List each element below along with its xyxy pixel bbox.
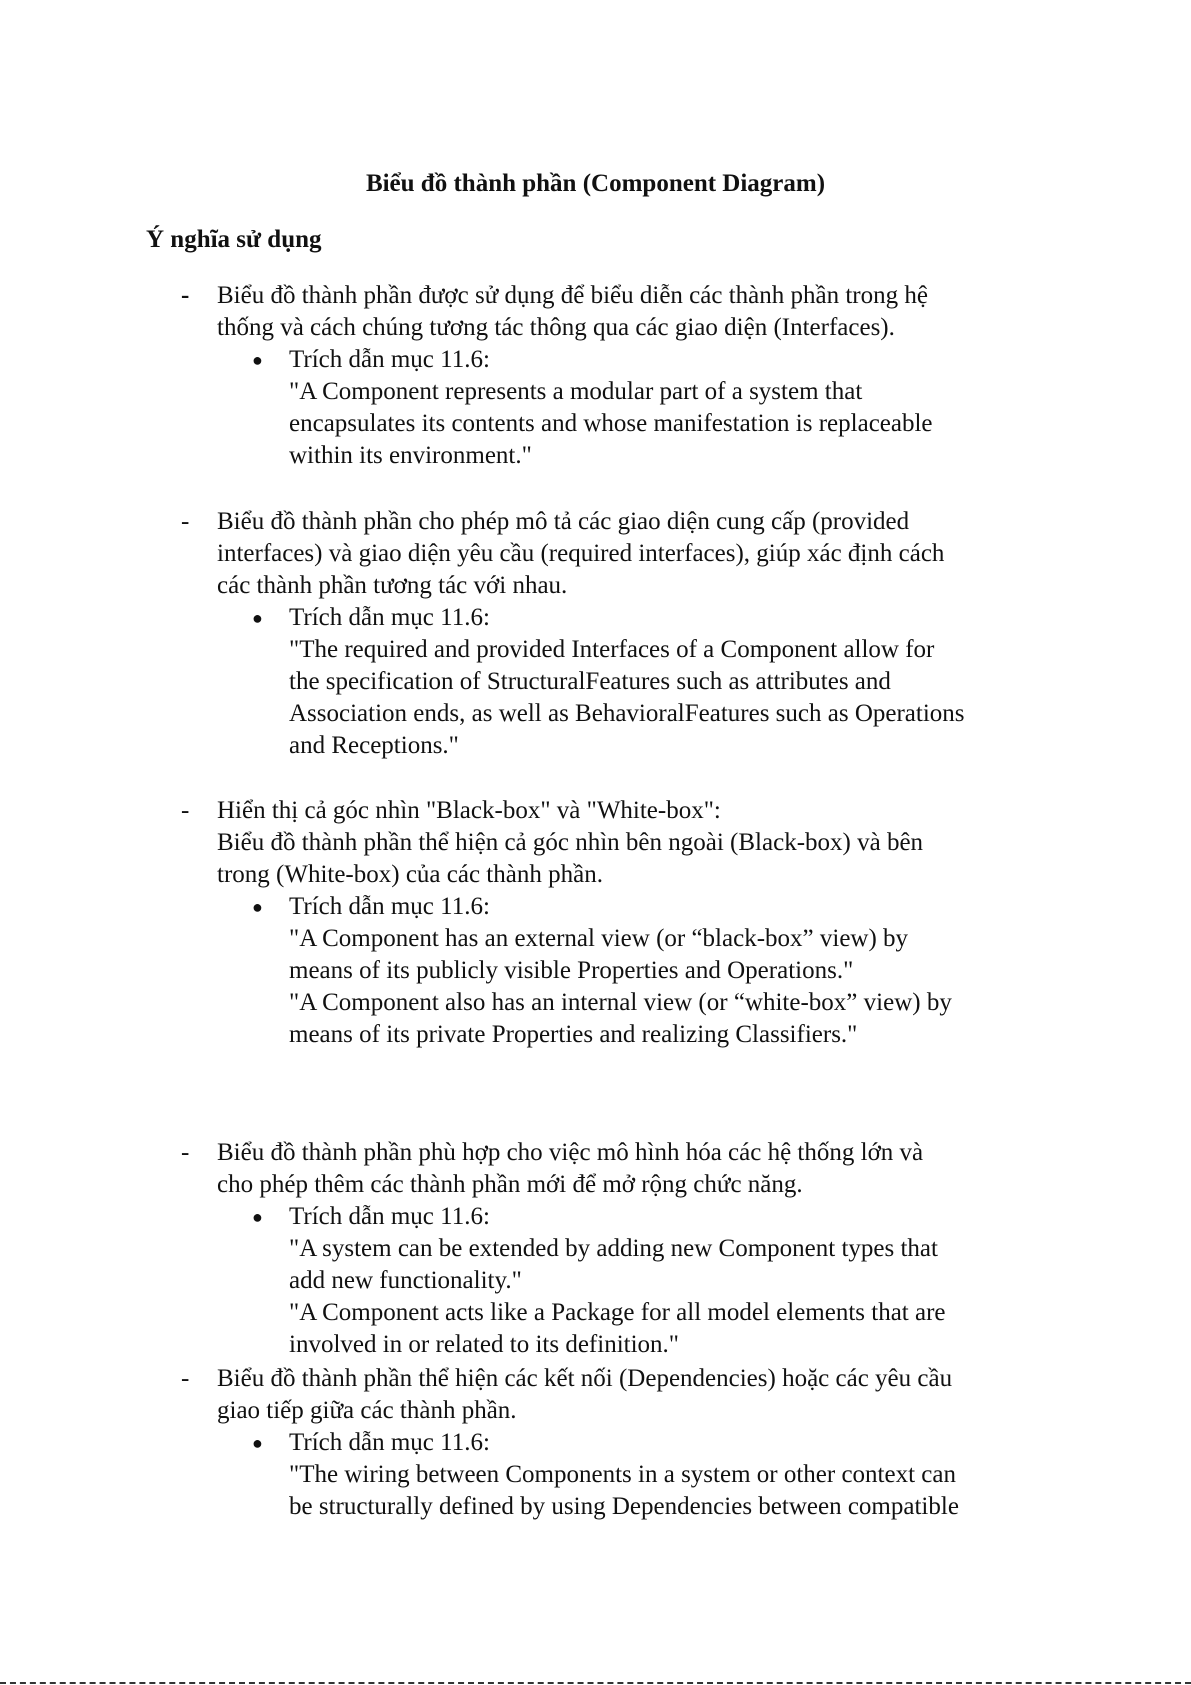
quote-line: "A system can be extended by adding new Component types that [289,1235,938,1262]
item-text-line: giao tiếp giữa các thành phần. [217,1397,517,1424]
quote-block [289,634,1069,762]
dash-marker: - [181,508,190,535]
citation-label: Trích dẫn mục 11.6: [289,604,490,631]
quote-line: the specification of StructuralFeatures such as attributes and [289,668,891,695]
item-text-line: interfaces) và giao diện yêu cầu (required interfaces), giúp xác định cách [217,540,945,567]
bullet-icon: ● [252,1207,263,1227]
quote-line: within its environment." [289,442,532,469]
citation-label: Trích dẫn mục 11.6: [289,1429,490,1456]
quote-block [289,923,1069,1051]
citation-label: Trích dẫn mục 11.6: [289,346,490,373]
quote-line: "The wiring between Components in a system or other context can [289,1461,956,1488]
document-title: Biểu đồ thành phần (Component Diagram) [365,170,826,197]
dash-marker: - [181,1365,190,1392]
quote-line: "The required and provided Interfaces of a Component allow for [289,636,935,663]
bullet-icon: ● [252,897,263,917]
quote-line: be structurally defined by using Dependencies between compatible [289,1493,959,1520]
quote-line: "A Component has an external view (or “black-box” view) by [289,925,909,952]
item-text [217,795,1057,891]
quote-block [289,376,1069,472]
dash-marker: - [181,1139,190,1166]
bullet-icon: ● [252,1433,263,1453]
item-text [217,506,1057,602]
item-text [217,1363,1057,1427]
quote-line: means of its publicly visible Properties and Operations." [289,957,854,984]
item-text-line: Biểu đồ thành phần thể hiện cả góc nhìn bên ngoài (Black-box) và bên [217,829,924,856]
quote-line: Association ends, as well as BehavioralFeatures such as Operations [289,700,965,727]
quote-line: involved in or related to its definition." [289,1331,679,1358]
item-text-line: thống và cách chúng tương tác thông qua các giao diện (Interfaces). [217,314,895,341]
section-heading: Ý nghĩa sử dụng [146,226,322,253]
quote-line: and Receptions." [289,732,459,759]
item-text-line: các thành phần tương tác với nhau. [217,572,568,599]
item-text-line: Biểu đồ thành phần phù hợp cho việc mô hình hóa các hệ thống lớn và [217,1139,924,1166]
item-text-line: Biểu đồ thành phần cho phép mô tả các giao diện cung cấp (provided [217,508,910,535]
item-text-line: Biểu đồ thành phần được sử dụng để biểu diễn các thành phần trong hệ [217,282,928,309]
dash-marker: - [181,282,190,309]
item-text [217,280,1057,344]
quote-line: add new functionality." [289,1267,522,1294]
page-bottom-divider [0,1682,1191,1684]
quote-line: means of its private Properties and realizing Classifiers." [289,1021,858,1048]
quote-block [289,1459,1069,1523]
quote-line: encapsulates its contents and whose manifestation is replaceable [289,410,933,437]
dash-marker: - [181,797,190,824]
quote-block [289,1233,1069,1361]
bullet-icon: ● [252,350,263,370]
item-text [217,1137,1057,1201]
bullet-icon: ● [252,608,263,628]
quote-line: "A Component also has an internal view (or “white-box” view) by [289,989,952,1016]
quote-line: "A Component acts like a Package for all model elements that are [289,1299,946,1326]
citation-label: Trích dẫn mục 11.6: [289,1203,490,1230]
item-text-line: trong (White-box) của các thành phần. [217,861,603,888]
quote-line: "A Component represents a modular part of a system that [289,378,863,405]
citation-label: Trích dẫn mục 11.6: [289,893,490,920]
item-text-line: Hiển thị cả góc nhìn "Black-box" và "White-box": [217,797,721,824]
item-text-line: Biểu đồ thành phần thể hiện các kết nối (Dependencies) hoặc các yêu cầu [217,1365,953,1392]
item-text-line: cho phép thêm các thành phần mới để mở rộng chức năng. [217,1171,803,1198]
